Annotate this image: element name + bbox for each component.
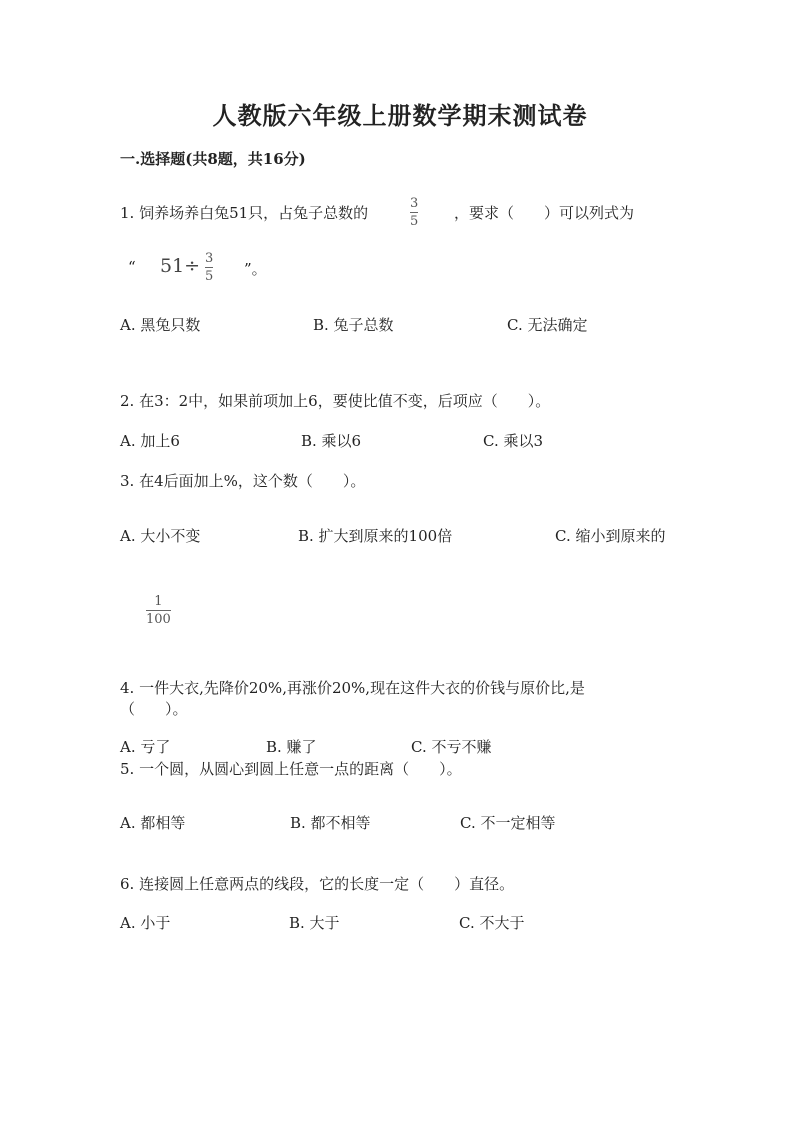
fraction-numerator: 3 [410, 196, 419, 211]
question-4-option-b[interactable]: B. 赚了 [266, 738, 317, 756]
question-1-expr-open: “ [128, 258, 136, 276]
fraction-bar [146, 610, 171, 611]
question-6-option-b[interactable]: B. 大于 [289, 914, 340, 932]
question-3-option-c[interactable]: C. 缩小到原来的 [555, 527, 666, 545]
question-6-option-c[interactable]: C. 不大于 [459, 914, 525, 932]
question-1-expr-close: ”。 [244, 260, 267, 278]
fraction-bar [205, 267, 213, 268]
fraction-denominator: 5 [205, 269, 214, 284]
question-4-text-line1: 4. 一件大衣,先降价20%,再涨价20%,现在这件大衣的价钱与原价比,是 [120, 679, 585, 697]
question-4-option-c[interactable]: C. 不亏不赚 [411, 738, 492, 756]
section-heading: 一.选择题(共8题，共16分) [120, 150, 306, 168]
question-1-option-c[interactable]: C. 无法确定 [507, 316, 588, 334]
question-1-fraction [410, 196, 418, 229]
fraction-denominator: 5 [410, 214, 419, 229]
question-6-option-a[interactable]: A. 小于 [120, 914, 171, 932]
question-2-text: 2. 在3：2中，如果前项加上6，要使比值不变，后项应（ ）。 [120, 392, 551, 410]
fraction-denominator: 100 [146, 612, 171, 627]
fraction-numerator: 3 [205, 251, 214, 266]
fraction-numerator: 1 [154, 594, 163, 609]
question-4-text-line2: （ ）。 [120, 700, 188, 718]
question-6-text: 6. 连接圆上任意两点的线段，它的长度一定（ ）直径。 [120, 875, 515, 893]
question-3-fraction [146, 594, 171, 627]
question-2-option-c[interactable]: C. 乘以3 [483, 432, 544, 450]
question-3-option-a[interactable]: A. 大小不变 [120, 527, 201, 545]
question-2-option-a[interactable]: A. 加上6 [120, 432, 180, 450]
question-5-text: 5. 一个圆，从圆心到圆上任意一点的距离（ ）。 [120, 760, 462, 778]
question-1-option-b[interactable]: B. 兔子总数 [313, 316, 394, 334]
question-1-option-a[interactable]: A. 黑兔只数 [120, 316, 201, 334]
question-1-text-b: ，要求（ ）可以列式为 [454, 204, 635, 222]
question-5-option-a[interactable]: A. 都相等 [120, 814, 186, 832]
question-5-option-b[interactable]: B. 都不相等 [290, 814, 371, 832]
question-1-expr-fraction [205, 251, 213, 284]
question-2-option-b[interactable]: B. 乘以6 [301, 432, 362, 450]
question-1-text-a: 1. 饲养场养白兔51只，占兔子总数的 [120, 204, 369, 222]
question-1-expression: 51÷ [160, 255, 201, 277]
question-3-option-b[interactable]: B. 扩大到原来的100倍 [298, 527, 453, 545]
page-title: 人教版六年级上册数学期末测试卷 [212, 101, 588, 130]
question-4-option-a[interactable]: A. 亏了 [120, 738, 171, 756]
question-5-option-c[interactable]: C. 不一定相等 [460, 814, 556, 832]
question-3-text: 3. 在4后面加上%，这个数（ ）。 [120, 472, 366, 490]
fraction-bar [410, 212, 418, 213]
